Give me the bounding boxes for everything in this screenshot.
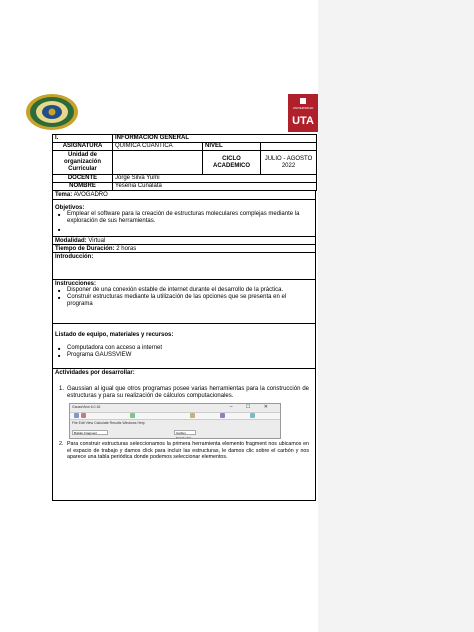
docente-value: Jorge Silva Yumi: [113, 175, 317, 183]
nombre-value: Yesenia Cunalata: [113, 183, 317, 191]
tiempo-value: 2 horas: [116, 246, 137, 252]
unidad-value: [113, 151, 203, 175]
modalidad-value: Virtual: [88, 238, 106, 244]
activity-step-2: [55, 441, 313, 461]
toolbar-icon: [220, 413, 225, 418]
uta-logo-text: UTA: [292, 115, 314, 127]
gaussview-screenshot: [69, 403, 281, 439]
toolbar-icon: [81, 413, 86, 418]
instrucciones-label: Instrucciones:: [55, 281, 97, 287]
equipo-item: ■ Computadora con acceso a internet: [57, 345, 313, 352]
actividades-box: [52, 369, 316, 501]
introduccion-label: Introducción:: [55, 254, 94, 260]
toolbar-icon: [130, 413, 135, 418]
docente-label: DOCENTE: [53, 175, 113, 183]
comment-pane: [318, 0, 474, 632]
screenshot-status-left: Builder Fragment: [72, 430, 108, 435]
actividades-label: Actividades por desarrollar:: [55, 370, 135, 376]
nivel-label: NIVEL: [203, 143, 261, 151]
nombre-label: NOMBRE: [53, 183, 113, 191]
objetivos-box: [52, 200, 316, 237]
toolbar-icon: [250, 413, 255, 418]
section-num: I.: [53, 135, 113, 143]
step-text: Gaussian al igual que otros programas posee varias herramientas para la construcción de estructuras y para su realización de cálculos computacionales.: [67, 386, 309, 399]
activity-step-1: [55, 386, 313, 400]
uta-logo-subtext: UNIVERSIDAD: [292, 106, 314, 110]
objetivos-label: Objetivos:: [55, 205, 85, 211]
toolbar-icon: [190, 413, 195, 418]
tiempo-row: [52, 245, 316, 253]
asignatura-label: ASIGNATURA: [53, 143, 113, 151]
equipo-label: Listado de equipo, materiales y recursos:: [55, 332, 174, 338]
instrucciones-box: [52, 280, 316, 324]
modalidad-row: [52, 237, 316, 245]
screenshot-menu: File Edit View Calculate Results Windows Help: [72, 421, 145, 425]
instruccion-item: ■ Disponer de una conexión estable de internet durante el desarrollo de la práctica.: [57, 287, 313, 294]
instruccion-item: ■ Construir estructuras mediante la utilización de las opciones que se presenta en el programa: [57, 294, 313, 308]
practice-document: [52, 134, 316, 501]
toolbar-icon: [74, 413, 79, 418]
ciclo-label: CICLO ACADEMICO: [203, 151, 261, 175]
tema-label: Tema:: [55, 192, 73, 198]
screenshot-status-right: Carbon Tetrahedral: [174, 430, 196, 435]
section-title: INFORMACION GENERAL: [113, 135, 317, 143]
university-seal-logo: [23, 92, 81, 132]
modalidad-label: Modalidad:: [55, 238, 87, 244]
unidad-label: Unidad de organización Curricular: [53, 151, 113, 175]
ciclo-value: JULIO - AGOSTO 2022: [261, 151, 317, 175]
introduccion-box: [52, 253, 316, 280]
tema-row: [52, 191, 316, 200]
uta-logo: [288, 94, 318, 132]
objetivo-item: [57, 226, 313, 233]
step-number: 2.: [59, 441, 64, 447]
screenshot-title: GaussView 6.0.16: [72, 405, 101, 409]
objetivo-item: ■ Emplear el software para la creación de estructuras moleculares complejas mediante la exploración de sus herramientas.: [57, 211, 313, 225]
screenshot-toolbar: [70, 412, 280, 420]
asignatura-value: QUIMICA CUANTICA: [113, 143, 203, 151]
general-info-table: [52, 134, 317, 191]
tiempo-label: Tiempo de Duración:: [55, 246, 115, 252]
equipo-box: [52, 324, 316, 369]
step-number: 1.: [59, 386, 65, 392]
equipo-item: ■ Programa GAUSSVIEW: [57, 352, 313, 359]
window-controls: – ☐ ✕: [229, 404, 274, 410]
tema-value: AVOGADRO: [73, 192, 108, 198]
step-text: Para construir estructuras seleccionamos la primera herramienta elemento fragment nos ubicamos en el espacio de trabajo y damos click para incluir las estructuras, le damos clic sobre el carbón y nos aparece una tabla periódica donde podemos seleccionar elementos.: [67, 441, 309, 461]
nivel-value: [261, 143, 317, 151]
